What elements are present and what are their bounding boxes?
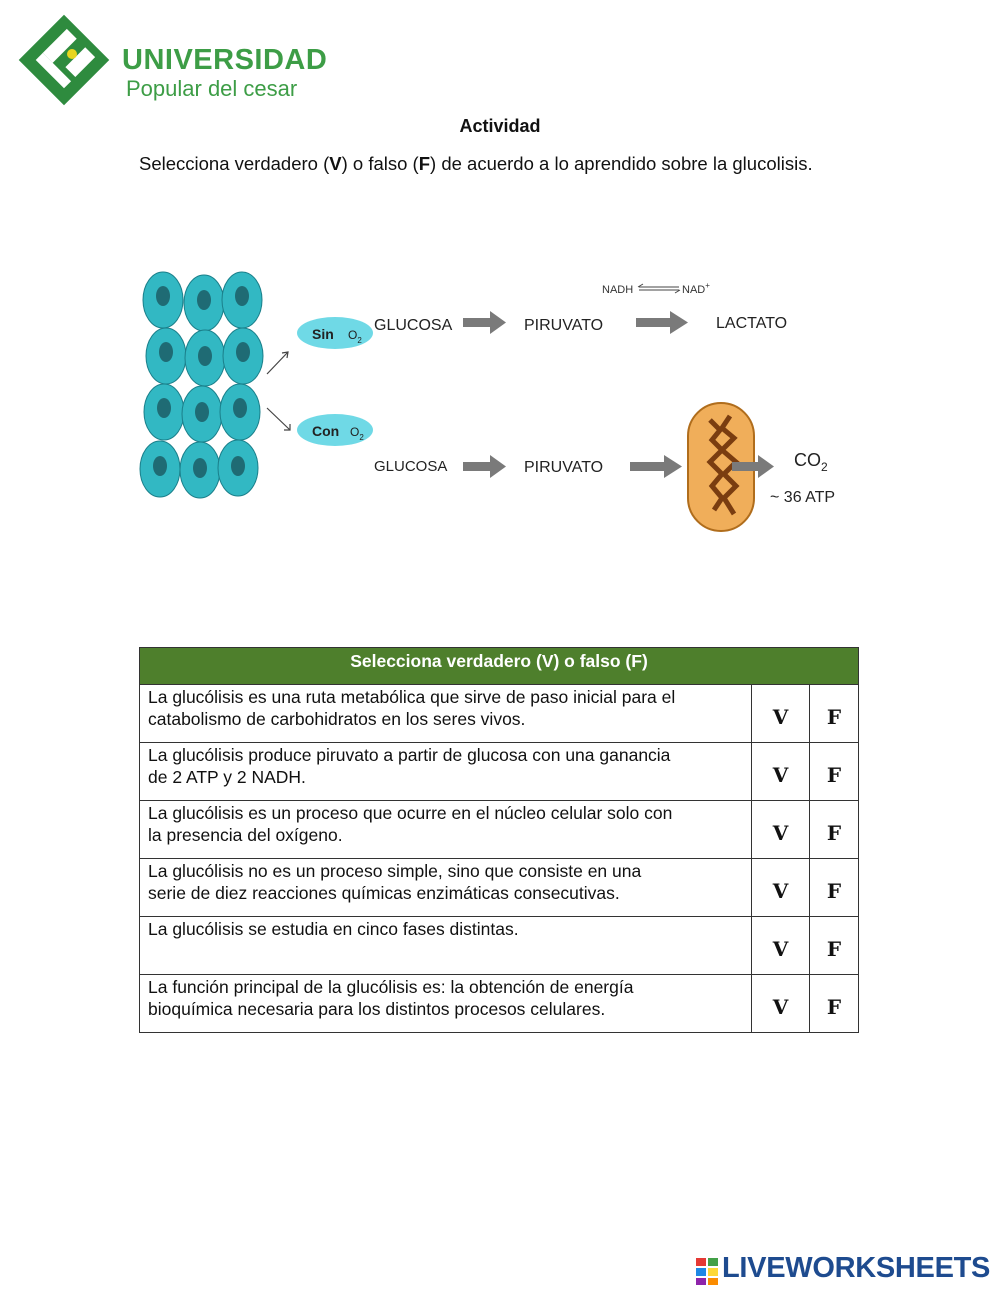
top-pyruvate-label: PIRUVATO bbox=[524, 317, 604, 334]
true-option-6[interactable]: V bbox=[752, 975, 810, 1033]
statement-3: La glucólisis es un proceso que ocurre en el núcleo celular solo con la presencia del oxígeno. bbox=[140, 801, 752, 859]
instruction-text: Selecciona verdadero (V) o falso (F) de acuerdo a lo aprendido sobre la glucolisis. bbox=[139, 153, 813, 174]
university-subtitle: Popular del cesar bbox=[126, 76, 298, 101]
statement-4: La glucólisis no es un proceso simple, sino que consiste en una serie de diez reacciones químicas enzimáticas consecutivas. bbox=[140, 859, 752, 917]
liveworksheets-brand: LIVEWORKSHEETS bbox=[722, 1252, 991, 1284]
con-label: Con bbox=[312, 423, 340, 439]
statement-2: La glucólisis produce piruvato a partir de glucosa con una ganancia de 2 ATP y 2 NADH. bbox=[140, 743, 752, 801]
table-row bbox=[140, 975, 859, 1033]
sin-label: Sin bbox=[312, 326, 334, 342]
false-option-6[interactable]: F bbox=[810, 975, 859, 1033]
nadh-label: NADH bbox=[602, 284, 634, 296]
table-row bbox=[140, 859, 859, 917]
statement-5: La glucólisis se estudia en cinco fases distintas. bbox=[140, 917, 752, 975]
table-row bbox=[140, 685, 859, 743]
true-option-4[interactable]: V bbox=[752, 859, 810, 917]
table-row bbox=[140, 917, 859, 975]
bottom-glucose-label: GLUCOSA bbox=[374, 458, 448, 475]
true-option-3[interactable]: V bbox=[752, 801, 810, 859]
table-row bbox=[140, 801, 859, 859]
statement-1: La glucólisis es una ruta metabólica que sirve de paso inicial para el catabolismo de carbohidratos en los seres vivos. bbox=[140, 685, 752, 743]
co2-label: $CO_2$ bbox=[794, 450, 828, 474]
atp-label: ~ 36 ATP bbox=[770, 489, 836, 506]
false-option-2[interactable]: F bbox=[810, 743, 859, 801]
false-option-3[interactable]: F bbox=[810, 801, 859, 859]
top-glucose-label: GLUCOSA bbox=[374, 317, 453, 334]
false-option-1[interactable]: F bbox=[810, 685, 859, 743]
liveworksheets-logo-icon bbox=[696, 1256, 720, 1286]
svg-text:O2: $O_2$ bbox=[348, 328, 362, 345]
true-false-table bbox=[139, 647, 859, 1033]
statement-6: La función principal de la glucólisis es: la obtención de energía bioquímica necesaria para los distintos procesos celulares. bbox=[140, 975, 752, 1033]
university-name: UNIVERSIDAD bbox=[122, 44, 328, 76]
table-header: Selecciona verdadero (V) o falso (F) bbox=[140, 648, 859, 685]
page-title: Actividad bbox=[459, 116, 541, 136]
true-option-1[interactable]: V bbox=[752, 685, 810, 743]
glycolysis-diagram bbox=[130, 270, 870, 540]
table-row bbox=[140, 743, 859, 801]
bottom-pyruvate-label: PIRUVATO bbox=[524, 459, 604, 476]
svg-text:NAD+: NAD+ bbox=[682, 281, 710, 296]
university-logo bbox=[14, 10, 114, 115]
false-option-4[interactable]: F bbox=[810, 859, 859, 917]
svg-text:O2: $O_2$ bbox=[350, 425, 364, 442]
true-option-5[interactable]: V bbox=[752, 917, 810, 975]
cells-illustration bbox=[140, 272, 263, 498]
lactate-label: LACTATO bbox=[716, 315, 788, 332]
true-option-2[interactable]: V bbox=[752, 743, 810, 801]
false-option-5[interactable]: F bbox=[810, 917, 859, 975]
